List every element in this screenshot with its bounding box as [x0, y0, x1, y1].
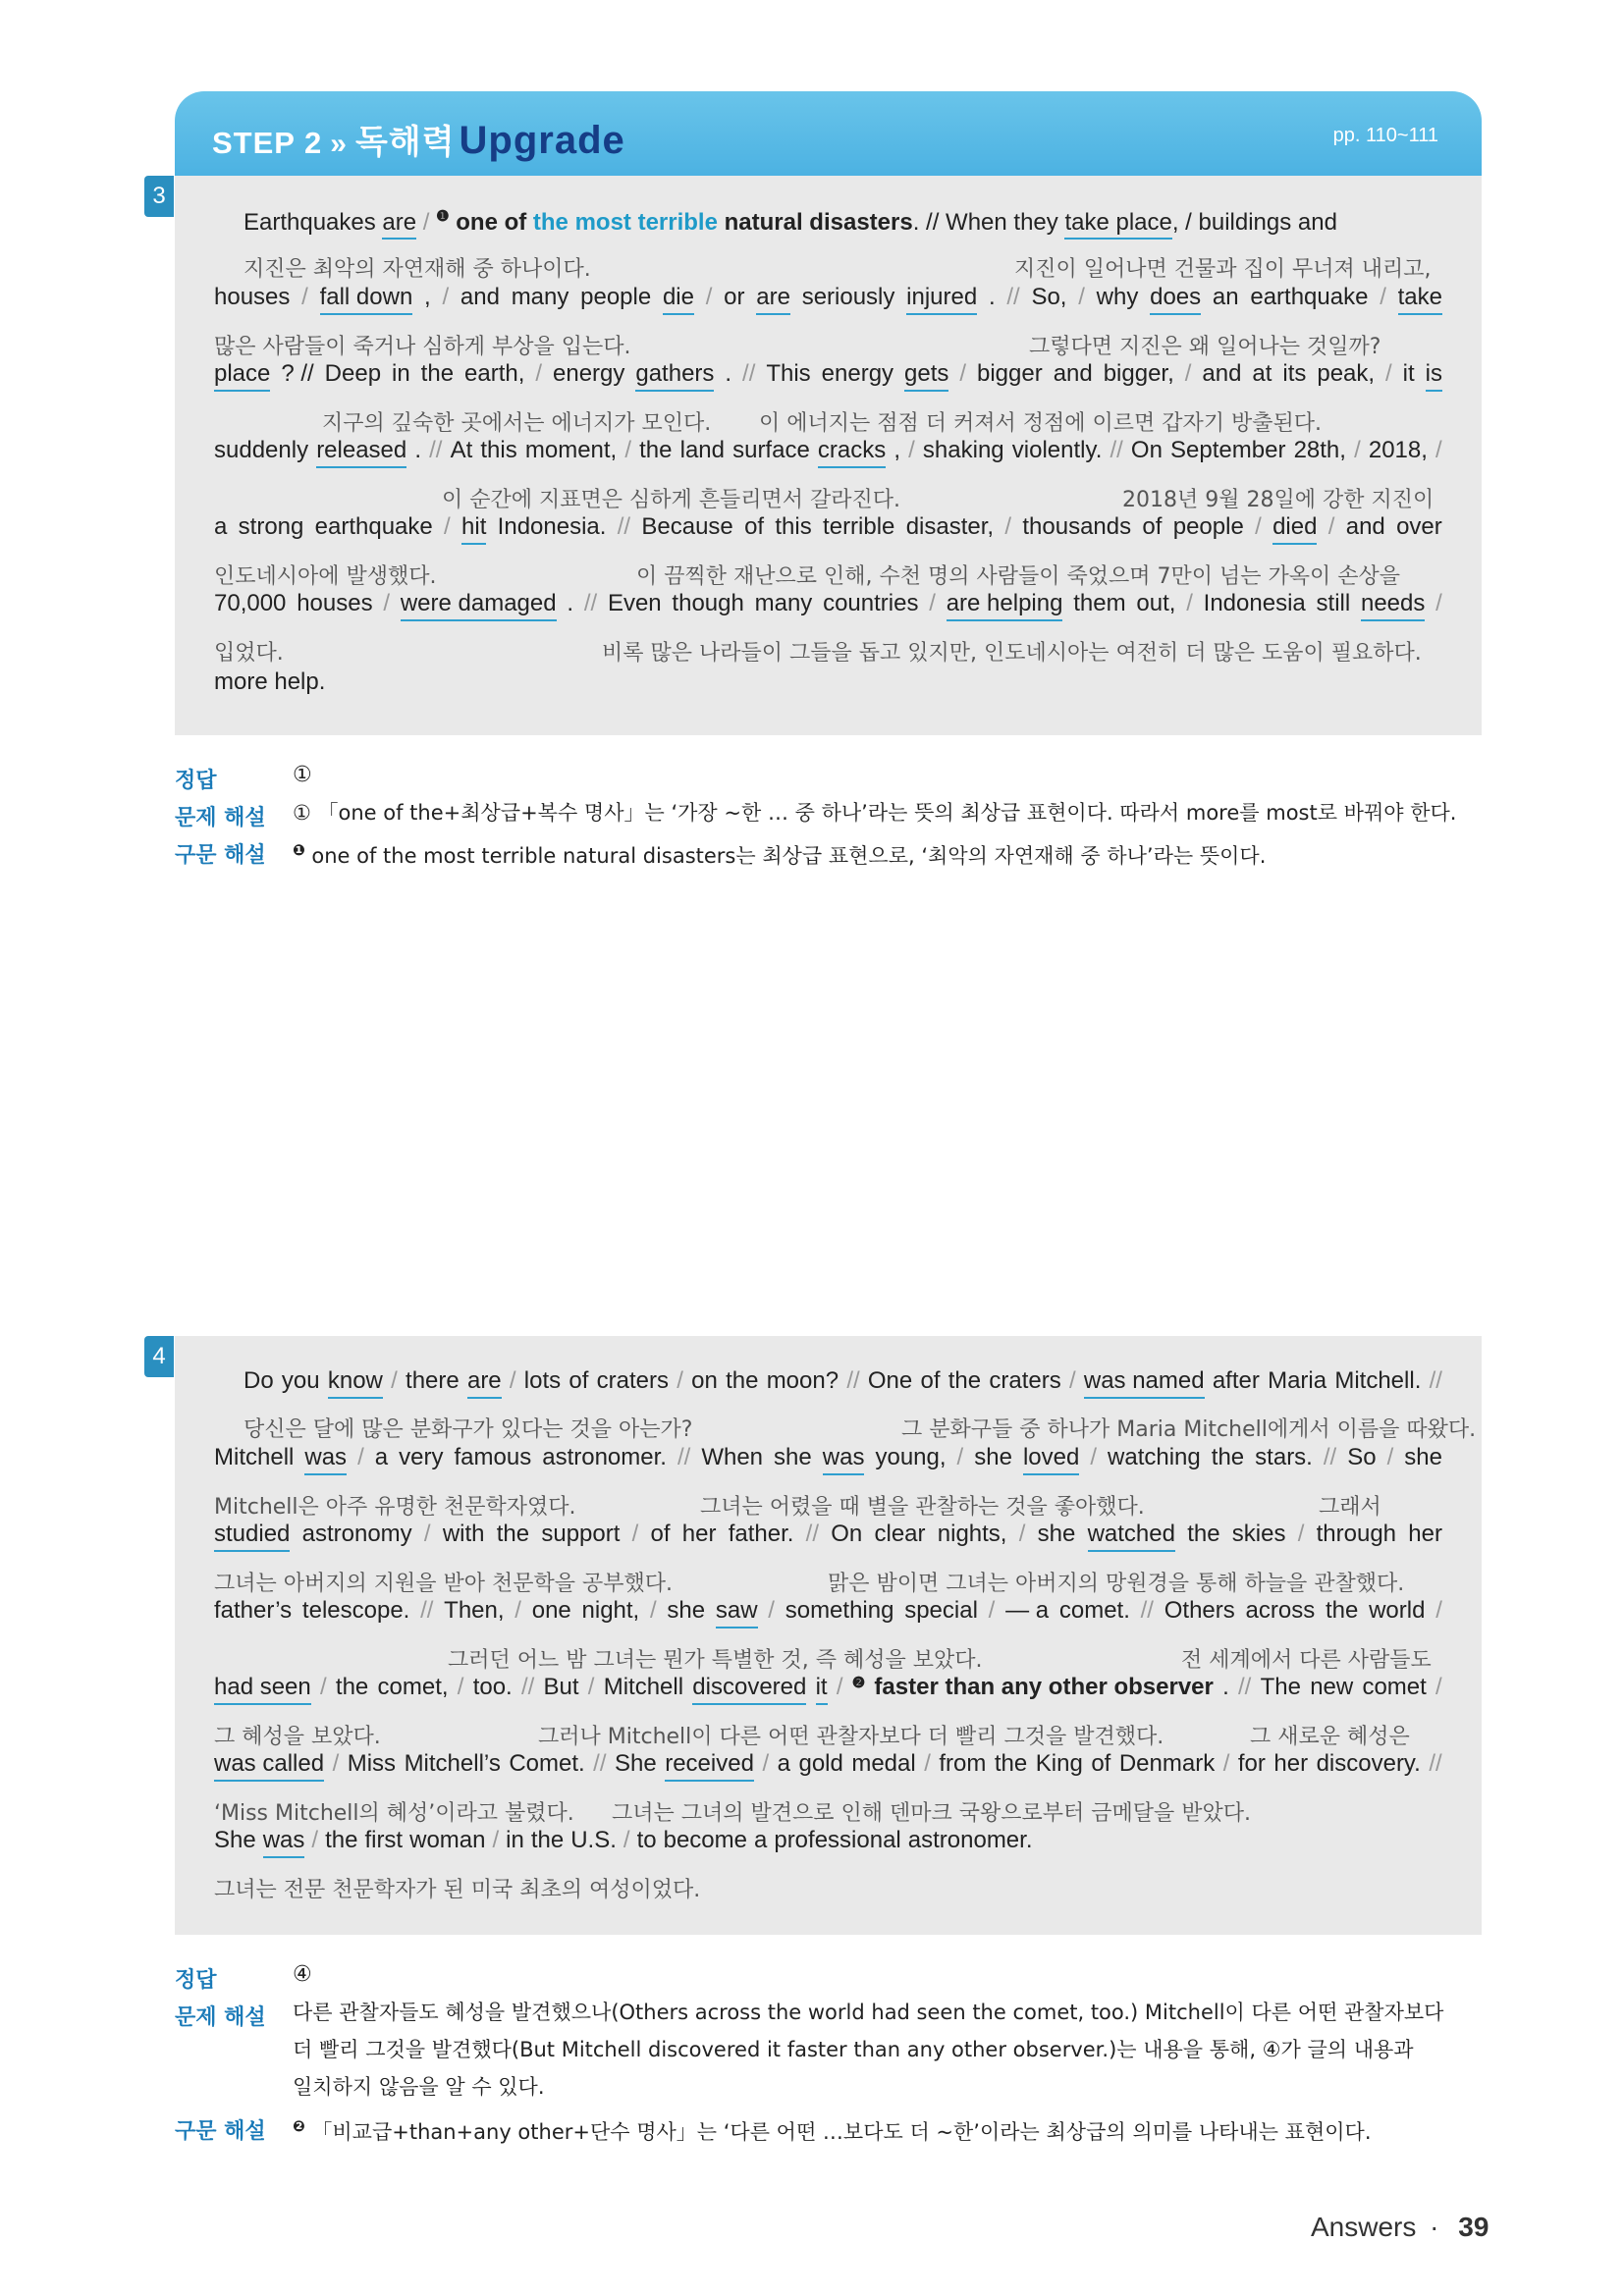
passage-3: Earthquakes are / $^❶$ one of the most terrible natural disasters. // When they take place, / buildings and 지진은 최악의 자연재해 중 하나이다. 지진이 일어나면 건물과 집이 무너져 내리고, houses / fall down , / and many people die / or are seriously injured . // So, / why does an earthquake / take 많은 사람들이 죽거나 심하게 부상을 입는다. 그렇다면 지진은 왜 일어나는 것일까? place ? // Deep in the earth, / energy gathers . // This energy gets / bigger and bigger, / and at its peak, / it is 지구의 깊숙한 곳에서는 에너지가 모인다. 이 에너지는 점점 더 커져서 정점에 이르면 갑자기 방출된다. suddenly released . // At this moment, / the land surface cracks , / shaking violently. // On September 28th, / 2018, / 이 순간에 지표면은 심하게 흔들리면서 갈라진다. 2018년 9월 28일에 강한 지진이 a strong earthquake / hit Indonesia. // Because of this terrible disaster, / thousands of people / died / and over 인도네시아에 발생했다. 이 끔찍한 재난으로 인해, 수천 명의 사람들이 죽었으며 7만이 넘는 가옥이 손상을 70,000 houses / were damaged . // Even though many countries / are helping them out, / Indonesia still needs / 입었다. 비록 많은 나라들이 그들을 돕고 있지만, 인도네시아는 여전히 더 많은 도움이 필요하다. more help.	[175, 176, 1482, 735]
en-line-4: suddenly released . // At this moment, / the land surface cracks , / shaking violently. // On September 28th, / 2018, /	[214, 437, 1442, 468]
step-header	[175, 91, 1482, 176]
syntax-text: $^❶$ one of the most terrible natural disasters는 최상급 표현으로, ‘최악의 자연재해 중 하나’라는 뜻이다.	[293, 841, 1267, 868]
en-line-6: was called / Miss Mitchell’s Comet. // She received / a gold medal / from the King of Denmark / for her discovery. //	[214, 1750, 1442, 1782]
explain-text: ① 「one of the+최상급+복수 명사」는 ‘가장 ~한 … 중 하나’라는 뜻의 최상급 표현이다. 따라서 more를 most로 바꿔야 한다.	[293, 801, 1457, 825]
syntax-label: 구문 해설	[175, 2119, 266, 2144]
explain-text-3: 일치하지 않음을 알 수 있다.	[293, 2075, 545, 2099]
en-line-3: studied astronomy / with the support / of her father. // On clear nights, / she watched the skies / through her	[214, 1521, 1442, 1552]
answer-block-3	[175, 764, 1490, 881]
page-range: pp. 110~111	[1332, 125, 1438, 146]
question-number-3: 3	[144, 176, 174, 217]
en-line-4: father’s telescope. // Then, / one night, / she saw / something special / — a comet. // Others across the world /	[214, 1597, 1442, 1629]
passage-4: Do you know / there are / lots of craters / on the moon? // One of the craters / was named after Maria Mitchell. // 당신은 달에 많은 분화구가 있다는 것을 아는가? 그 분화구들 중 하나가 Maria Mitchell에게서 이름을 따왔다. Mitchell was / a very famous astronomer. // When she was young, / she loved / watching the stars. // So / she Mitchell은 아주 유명한 천문학자였다. 그녀는 어렸을 때 별을 관찰하는 것을 좋아했다. 그래서 studied astronomy / with the support / of her father. // On clear nights, / she watched the skies / through her 그녀는 아버지의 지원을 받아 천문학을 공부했다. 맑은 밤이면 그녀는 아버지의 망원경을 통해 하늘을 관찰했다. father’s telescope. // Then, / one night, / she saw / something special / — a comet. // Others across the world / 그러던 어느 밤 그녀는 뭔가 특별한 것, 즉 혜성을 보았다. 전 세계에서 다른 사람들도 had seen / the comet, / too. // But / Mitchell discovered it / ❷ faster than any other observer . // The new comet / 그 혜성을 보았다. 그러나 Mitchell이 다른 어떤 관찰자보다 더 빨리 그것을 발견했다. 그 새로운 혜성은 was called / Miss Mitchell’s Comet. // She received / a gold medal / from the King of Denmark / for her discovery. // ‘Miss Mitchell의 혜성’이라고 불렸다. 그녀는 그녀의 발견으로 인해 덴마크 국왕으로부터 금메달을 받았다. She was / the first woman / in the U.S. / to become a professional astronomer. 그녀는 전문 천문학자가 된 미국 최초의 여성이었다.	[175, 1336, 1482, 1935]
answer-block-4	[175, 1963, 1490, 2160]
title-ko: 독해력	[354, 124, 456, 161]
chevron-icon: »	[330, 128, 348, 160]
en-line-1: Earthquakes are / $^❶$ one of the most terrible natural disasters. // When they take place, / buildings and	[244, 207, 1442, 237]
question-number-4: 4	[144, 1336, 174, 1377]
page-footer	[1311, 2212, 1489, 2243]
en-line-3: place ? // Deep in the earth, / energy gathers . // This energy gets / bigger and bigger, / and at its peak, / it is	[214, 360, 1442, 392]
syntax-label: 구문 해설	[175, 843, 266, 868]
en-line-6: 70,000 houses / were damaged . // Even though many countries / are helping them out, / Indonesia still needs /	[214, 590, 1442, 621]
answer-label: 정답	[175, 769, 217, 793]
title-en: Upgrade	[459, 119, 625, 162]
en-line-5: a strong earthquake / hit Indonesia. // Because of this terrible disaster, / thousands of people / died / and over	[214, 513, 1442, 545]
footer-label: Answers	[1311, 2212, 1417, 2242]
answer-value: ④	[293, 1962, 312, 1987]
en-line-2: houses / fall down , / and many people die / or are seriously injured . // So, / why does an earthquake / take	[214, 284, 1442, 315]
step-title	[212, 115, 625, 163]
syntax-text: $^❷$ 「비교급+than+any other+단수 명사」는 ‘다른 어떤 …보다도 더 ~한’이라는 최상급의 의미를 나타내는 표현이다.	[293, 2117, 1372, 2144]
en-line-7: more help.	[214, 668, 326, 695]
en-line-1: Do you know / there are / lots of craters / on the moon? // One of the craters / was named after Maria Mitchell. //	[244, 1367, 1442, 1399]
en-line-5: had seen / the comet, / too. // But / Mitchell discovered it / ❷ faster than any other observer . // The new comet /	[214, 1674, 1442, 1705]
explain-label: 문제 해설	[175, 2005, 266, 2030]
explain-text-2: 더 빨리 그것을 발견했다(But Mitchell discovered it faster than any other observer.)는 내용을 통해, ④가 글의 내용과	[293, 2038, 1414, 2061]
en-line-7: She was / the first woman / in the U.S. / to become a professional astronomer.	[214, 1827, 1442, 1858]
footer-dot: ·	[1430, 2212, 1439, 2242]
step-label: STEP 2	[212, 126, 323, 160]
answer-value: ①	[293, 763, 312, 787]
explain-text-1: 다른 관찰자들도 혜성을 발견했으나(Others across the world had seen the comet, too.) Mitchell이 다른 어떤 관찰자보다	[293, 2001, 1444, 2024]
answer-label: 정답	[175, 1968, 217, 1993]
explain-label: 문제 해설	[175, 806, 266, 830]
en-line-2: Mitchell was / a very famous astronomer. // When she was young, / she loved / watching the stars. // So / she	[214, 1444, 1442, 1475]
page-number: 39	[1458, 2212, 1489, 2242]
